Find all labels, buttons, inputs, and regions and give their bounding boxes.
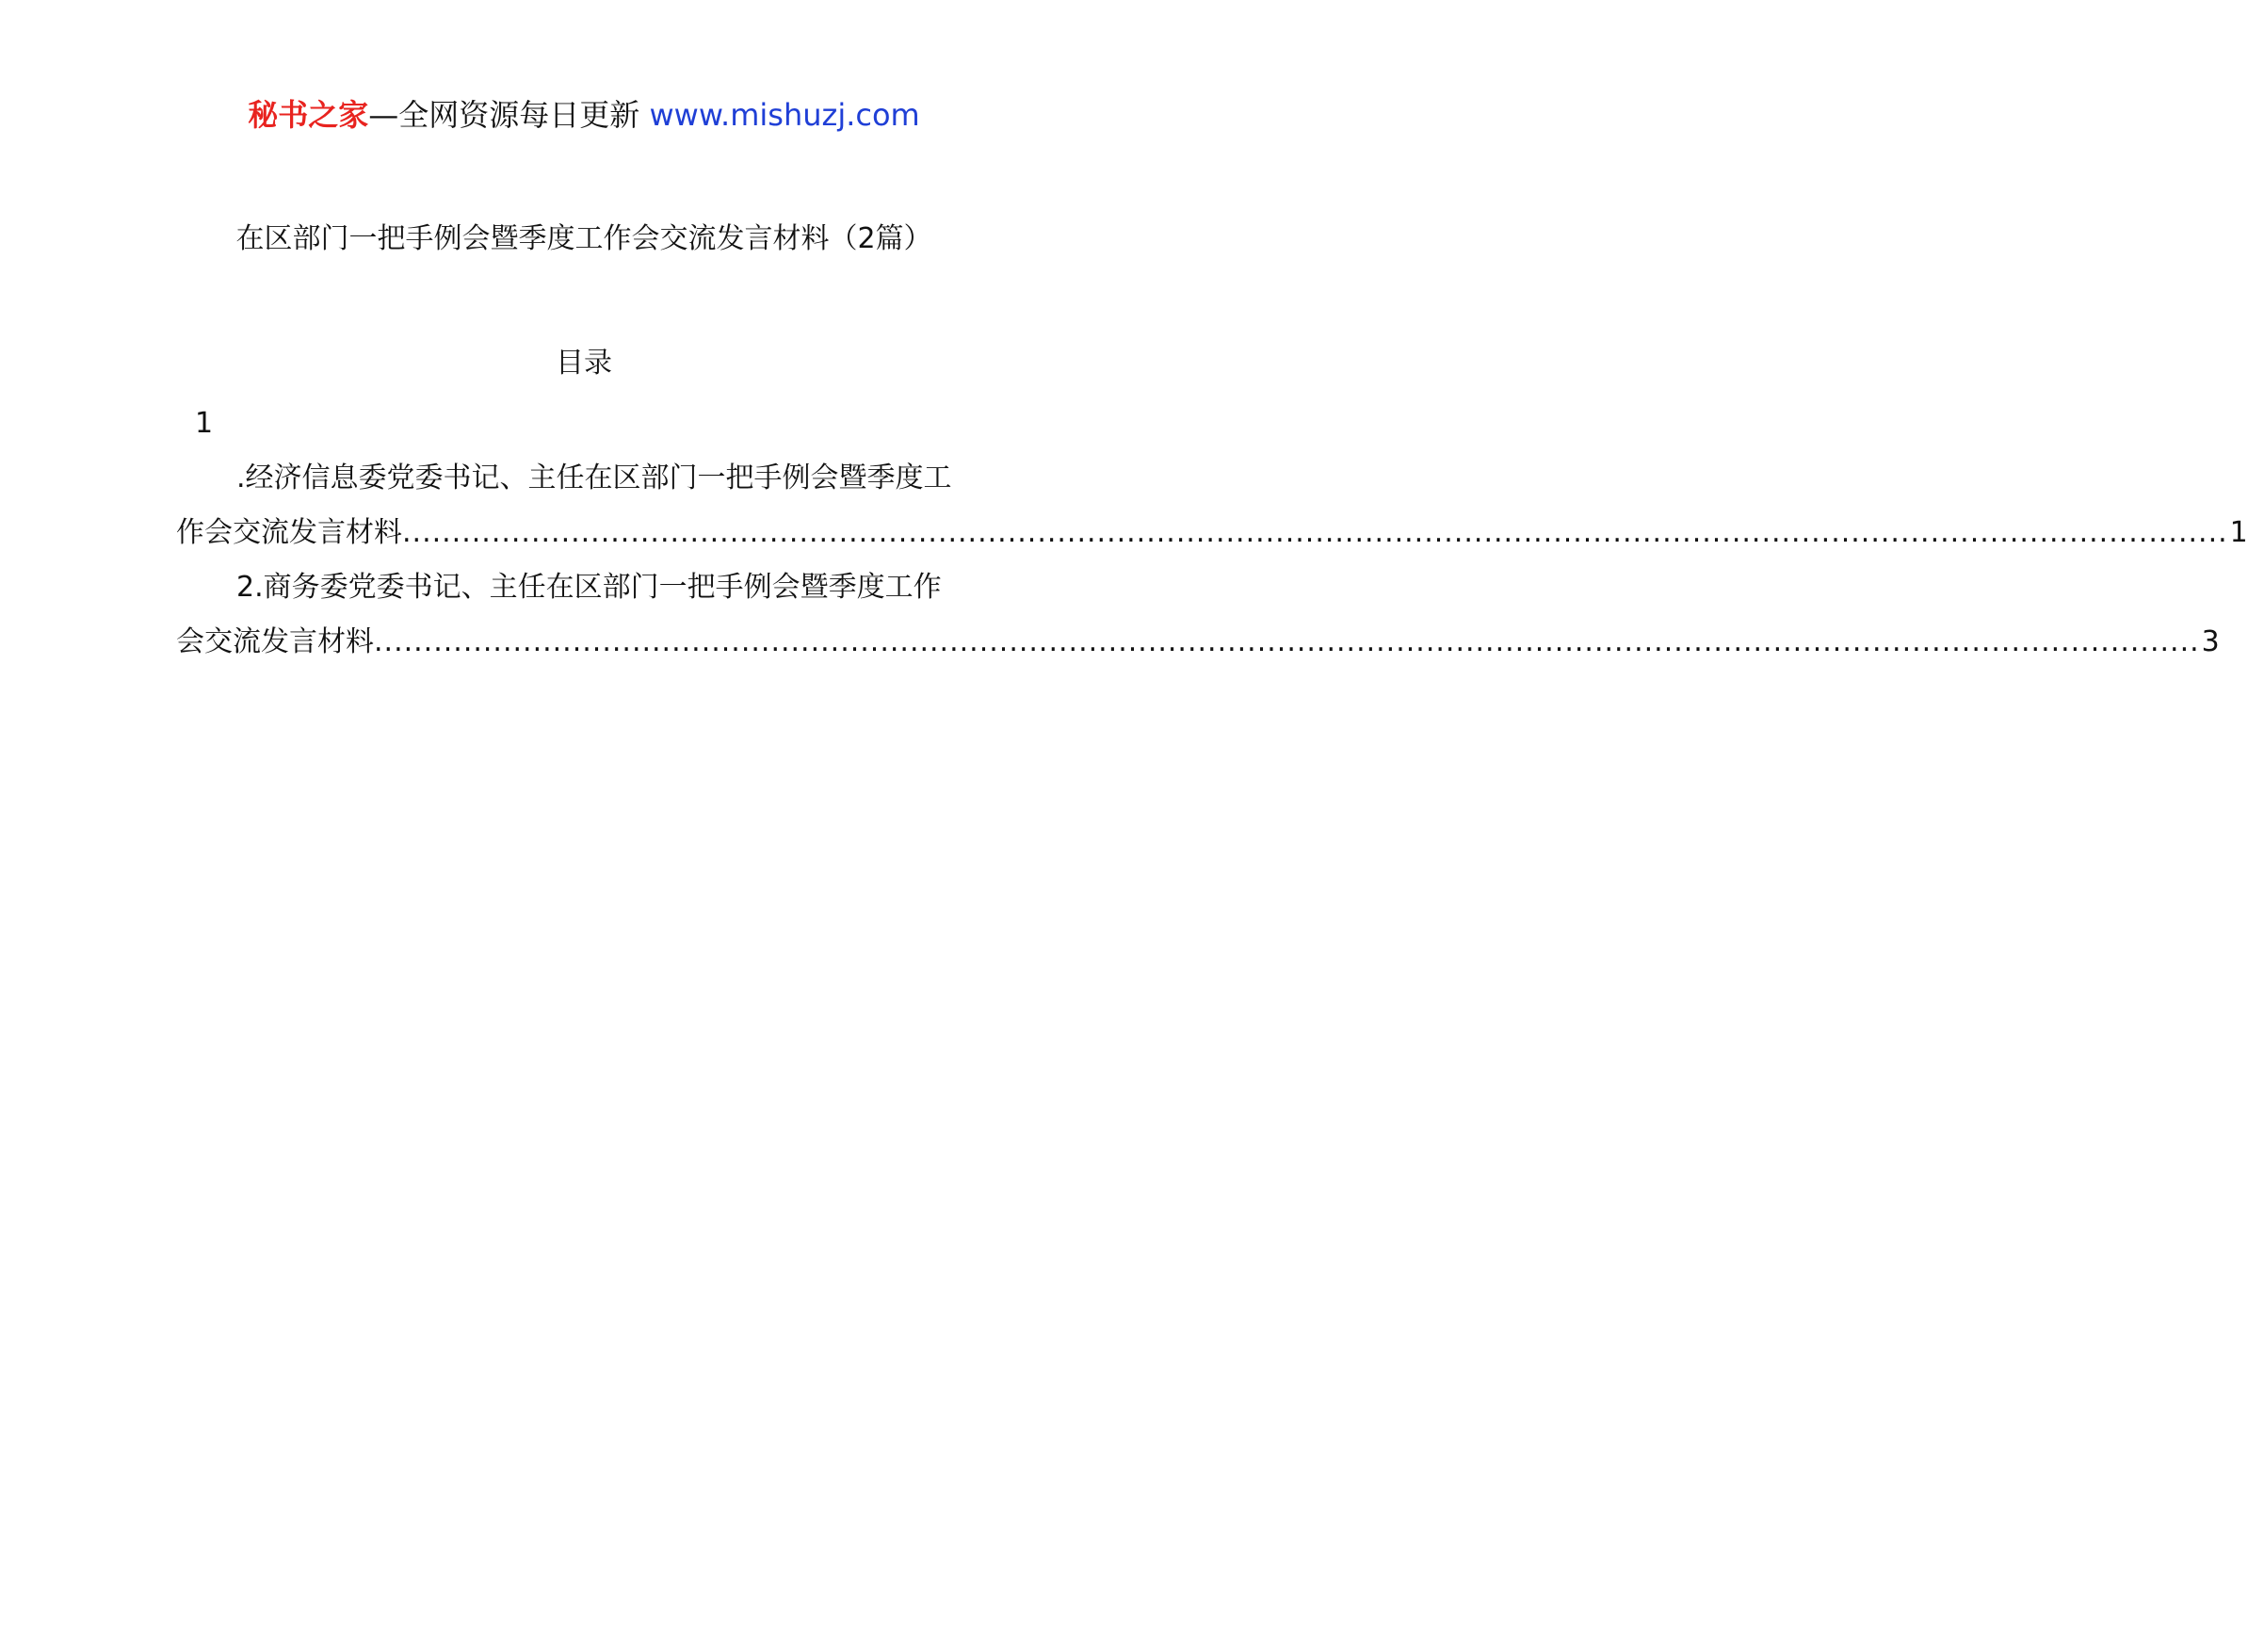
toc-entry-1-page-number: 1 [2229, 516, 2248, 549]
toc-entry-2-text: 会交流发言材料 [176, 625, 374, 658]
toc-leader-dots: ........................................................................................................................................................................................ [402, 516, 2228, 549]
toc-entry-1-line1[interactable]: .经济信息委党委书记、主任在区部门一把手例会暨季度工 [236, 462, 952, 494]
toc-heading: 目录 [556, 347, 612, 380]
toc-entry-1-number: 1 [195, 407, 214, 440]
document-title: 在区部门一把手例会暨季度工作会交流发言材料（2篇） [235, 222, 932, 255]
toc-leader-dots: ........................................................................................................................................................................................ [374, 625, 2200, 658]
toc-entry-1-text: 作会交流发言材料 [176, 516, 402, 549]
toc-entry-2-line1[interactable]: 2.商务委党委书记、主任在区部门一把手例会暨季度工作 [236, 571, 942, 604]
toc-entry-2-page-number: 3 [2201, 625, 2220, 658]
toc-entry-2-line2[interactable] [176, 622, 2220, 663]
site-slogan: —全网资源每日更新 [368, 97, 640, 133]
site-header [0, 92, 1168, 138]
site-url-link[interactable]: www.mishuzj.com [649, 97, 920, 133]
brand-name: 秘书之家 [248, 97, 369, 133]
toc-entry-1-line2[interactable] [176, 512, 2248, 554]
